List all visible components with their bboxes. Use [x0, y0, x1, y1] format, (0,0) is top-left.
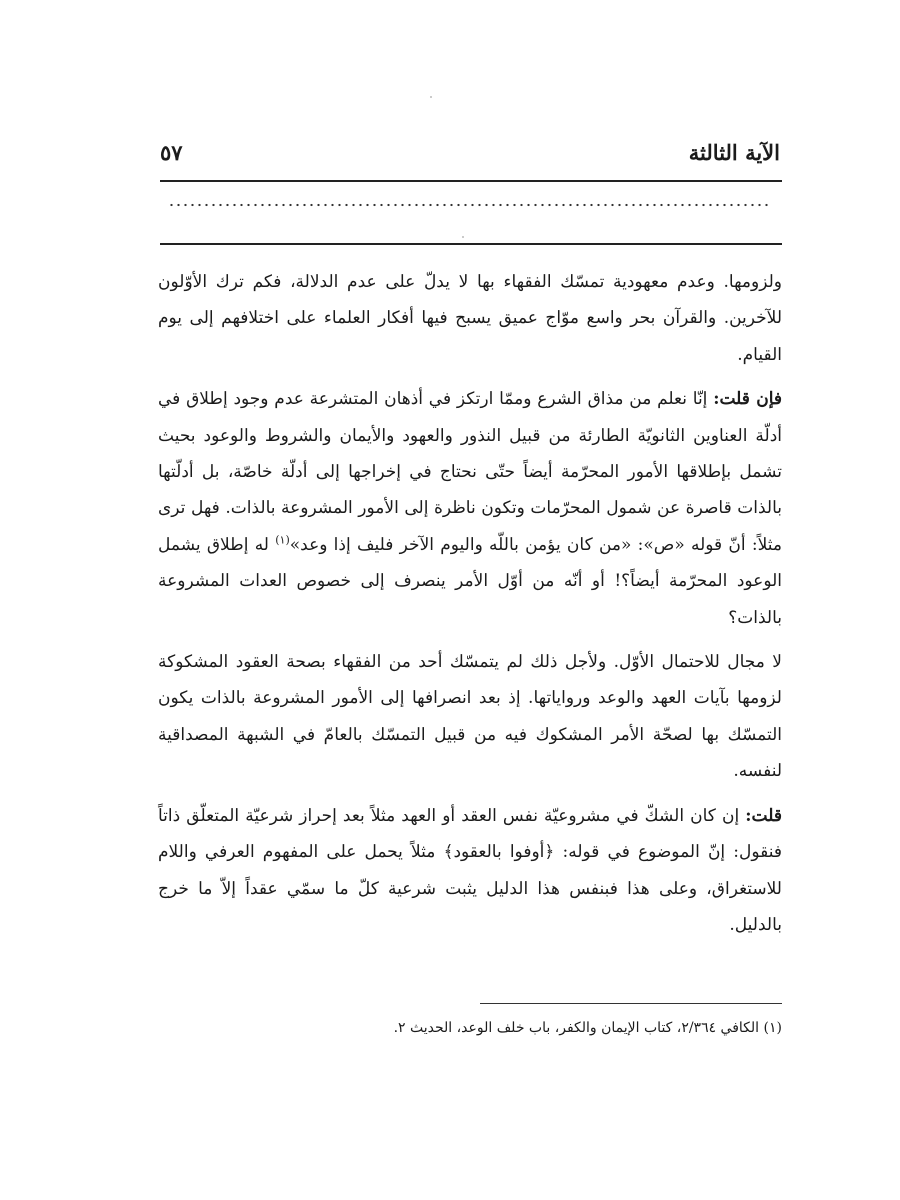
- body-text: [158, 264, 782, 951]
- footnote: (١) الكافي ٢/٣٦٤، كتاب الإيمان والكفر، باب خلف الوعد، الحديث ٢.: [393, 1020, 782, 1036]
- scan-speck: [462, 236, 464, 238]
- paragraph: [158, 264, 782, 373]
- paragraph-lead: فإن قلت:: [713, 389, 782, 410]
- footnote-marker[interactable]: (١): [275, 533, 290, 547]
- paragraph: [158, 381, 782, 636]
- paragraph-text: إنّا نعلم من مذاق الشرع وممّا ارتكز في أذهان المتشرعة عدم وجود إطلاق في أدلّة العناوين الثانويّة الطارئة من قبيل النذور والعهود والأيمان والشروط والوعود بحيث تشمل بإطلاقها الأمور المحرّمة أيضاً حتّى نحتاج في إخراجها إلى أدلّة خاصّة، بل أدلّتها بالذات قاصرة عن شمول المحرّمات وتكون ناظرة إلى الأمور المشروعة بالذات. فهل ترى مثلاً: أنّ قوله «ص»: «من كان يؤمن باللّه واليوم الآخر فليف إذا وعد»: [158, 389, 782, 555]
- paragraph-lead: قلت:: [745, 805, 782, 826]
- scan-speck: [430, 96, 432, 98]
- running-header: [160, 134, 780, 174]
- dotted-separator: [168, 203, 772, 207]
- paragraph: [158, 644, 782, 790]
- paragraph-text-continued: له إطلاق يشمل الوعود المحرّمة أيضاً؟! أو أنّه من أوّل الأمر ينصرف إلى خصوص العدات المشروعة بالذات؟: [158, 534, 782, 628]
- footnote-separator: [480, 1003, 782, 1004]
- paragraph-text: إن كان الشكّ في مشروعيّة نفس العقد أو العهد مثلاً بعد إحراز شرعيّة المتعلّق ذاتاً فنقول: إنّ الموضوع في قوله: ﴿أوفوا بالعقود﴾ مثلاً يحمل على المفهوم العرفي واللام للاستغراق، وعلى هذا فبنفس هذا الدليل يثبت شرعية كلّ ما سمّي عقداً إلاّ ما خرج بالدليل.: [158, 805, 782, 935]
- paragraph-text: لا مجال للاحتمال الأوّل. ولأجل ذلك لم يتمسّك أحد من الفقهاء بصحة العقود المشكوكة لزومها بآيات العهد والوعد ورواياتها. إذ بعد انصرافها إلى الأمور المشروعة بالذات يكون التمسّك بها لصحّة الأمر المشكوك فيه من قبيل التمسّك بالعامّ في الشبهة المصداقية لنفسه.: [158, 652, 782, 782]
- page-number: ٥٧: [160, 140, 183, 165]
- body-top-rule: [160, 243, 782, 245]
- header-rule: [160, 180, 782, 182]
- running-title: الآية الثالثة: [688, 140, 780, 165]
- paragraph-text: ولزومها. وعدم معهودية تمسّك الفقهاء بها لا يدلّ على عدم الدلالة، فكم ترك الأوّلون للآخرين. والقرآن بحر واسع موّاج عميق يسبح فيها أفكار العلماء على اختلافهم إلى يوم القيام.: [158, 272, 782, 365]
- paragraph: [158, 798, 782, 944]
